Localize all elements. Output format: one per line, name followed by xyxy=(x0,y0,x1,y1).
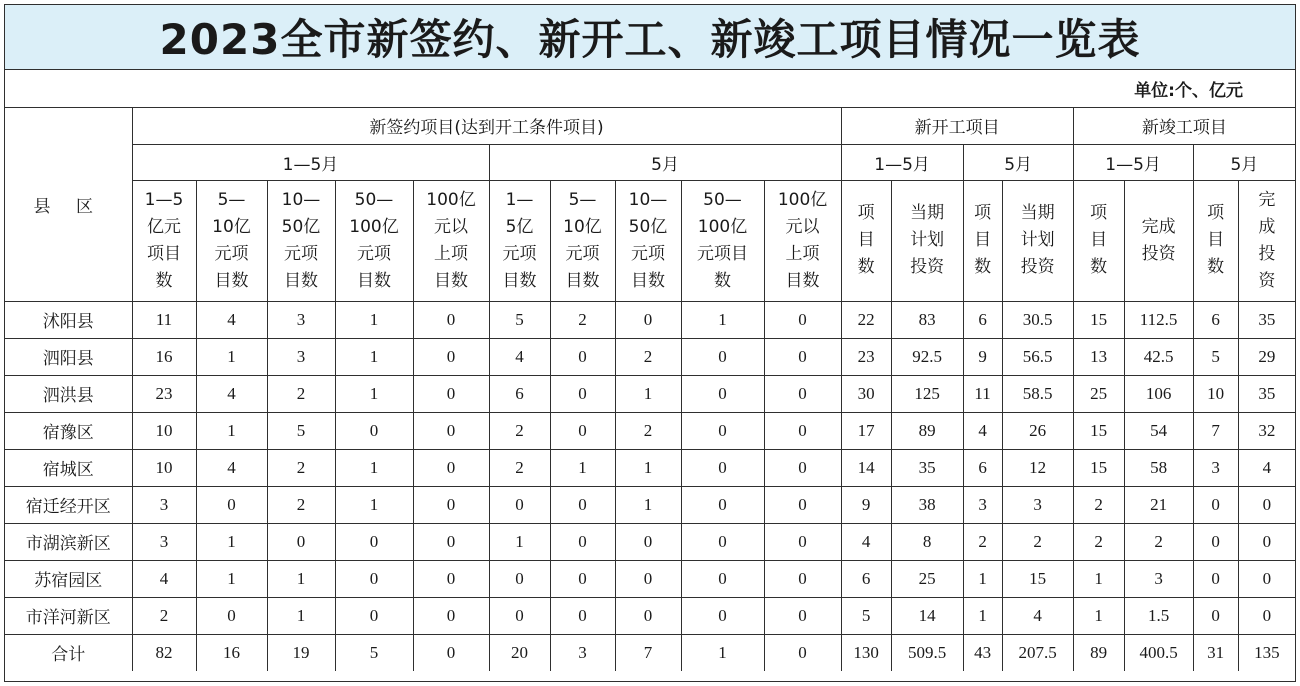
column-header: 100亿 元以 上项 目数 xyxy=(413,180,489,301)
column-header: 5— 10亿 元项 目数 xyxy=(550,180,615,301)
value-cell: 15 xyxy=(1073,412,1124,449)
column-header: 1— 5亿 元项 目数 xyxy=(489,180,550,301)
value-cell: 0 xyxy=(550,375,615,412)
column-header: 完 成 投 资 xyxy=(1238,180,1295,301)
value-cell: 0 xyxy=(764,523,841,560)
value-cell: 0 xyxy=(1193,560,1238,597)
value-cell: 4 xyxy=(1002,597,1073,634)
county-name-cell: 沭阳县 xyxy=(5,301,132,338)
value-cell: 2 xyxy=(963,523,1002,560)
value-cell: 106 xyxy=(1124,375,1193,412)
value-cell: 0 xyxy=(615,301,681,338)
column-header: 项 目 数 xyxy=(1193,180,1238,301)
value-cell: 0 xyxy=(413,449,489,486)
column-header: 100亿 元以 上项 目数 xyxy=(764,180,841,301)
value-cell: 15 xyxy=(1073,449,1124,486)
value-cell: 92.5 xyxy=(891,338,963,375)
value-cell: 0 xyxy=(615,560,681,597)
value-cell: 4 xyxy=(196,301,267,338)
value-cell: 135 xyxy=(1238,634,1295,671)
value-cell: 82 xyxy=(132,634,196,671)
value-cell: 30 xyxy=(841,375,891,412)
value-cell: 0 xyxy=(764,486,841,523)
value-cell: 125 xyxy=(891,375,963,412)
value-cell: 89 xyxy=(1073,634,1124,671)
column-header: 项 目 数 xyxy=(1073,180,1124,301)
county-name-cell: 市湖滨新区 xyxy=(5,523,132,560)
value-cell: 0 xyxy=(615,597,681,634)
value-cell: 5 xyxy=(489,301,550,338)
value-cell: 0 xyxy=(681,523,764,560)
header-row-columns xyxy=(5,180,1295,301)
value-cell: 3 xyxy=(132,486,196,523)
value-cell: 7 xyxy=(615,634,681,671)
value-cell: 0 xyxy=(413,486,489,523)
value-cell: 6 xyxy=(963,449,1002,486)
value-cell: 0 xyxy=(550,523,615,560)
county-name-cell: 宿迁经开区 xyxy=(5,486,132,523)
value-cell: 2 xyxy=(267,449,335,486)
table-row xyxy=(5,560,1295,597)
started-period-jan-may: 1—5月 xyxy=(841,144,963,180)
value-cell: 0 xyxy=(550,412,615,449)
value-cell: 0 xyxy=(196,486,267,523)
value-cell: 3 xyxy=(1124,560,1193,597)
value-cell: 0 xyxy=(413,338,489,375)
value-cell: 32 xyxy=(1238,412,1295,449)
value-cell: 5 xyxy=(335,634,413,671)
value-cell: 42.5 xyxy=(1124,338,1193,375)
value-cell: 14 xyxy=(841,449,891,486)
column-header: 50— 100亿 元项目 数 xyxy=(681,180,764,301)
value-cell: 4 xyxy=(963,412,1002,449)
value-cell: 509.5 xyxy=(891,634,963,671)
value-cell: 4 xyxy=(1238,449,1295,486)
value-cell: 5 xyxy=(1193,338,1238,375)
column-header: 完成 投资 xyxy=(1124,180,1193,301)
value-cell: 1 xyxy=(335,486,413,523)
value-cell: 6 xyxy=(963,301,1002,338)
value-cell: 1 xyxy=(615,449,681,486)
column-header: 10— 50亿 元项 目数 xyxy=(267,180,335,301)
value-cell: 0 xyxy=(1238,523,1295,560)
value-cell: 1 xyxy=(681,634,764,671)
value-cell: 0 xyxy=(764,375,841,412)
value-cell: 25 xyxy=(1073,375,1124,412)
value-cell: 56.5 xyxy=(1002,338,1073,375)
value-cell: 1 xyxy=(1073,560,1124,597)
county-header: 县 区 xyxy=(5,108,132,301)
value-cell: 0 xyxy=(550,486,615,523)
value-cell: 3 xyxy=(267,338,335,375)
value-cell: 1 xyxy=(550,449,615,486)
value-cell: 0 xyxy=(681,449,764,486)
value-cell: 0 xyxy=(335,560,413,597)
value-cell: 5 xyxy=(841,597,891,634)
value-cell: 0 xyxy=(764,560,841,597)
column-header: 当期 计划 投资 xyxy=(891,180,963,301)
value-cell: 38 xyxy=(891,486,963,523)
value-cell: 9 xyxy=(841,486,891,523)
value-cell: 1 xyxy=(963,597,1002,634)
value-cell: 0 xyxy=(335,523,413,560)
value-cell: 2 xyxy=(1124,523,1193,560)
value-cell: 17 xyxy=(841,412,891,449)
value-cell: 4 xyxy=(132,560,196,597)
value-cell: 0 xyxy=(413,412,489,449)
value-cell: 1 xyxy=(335,449,413,486)
value-cell: 0 xyxy=(413,375,489,412)
value-cell: 5 xyxy=(267,412,335,449)
value-cell: 2 xyxy=(489,412,550,449)
value-cell: 16 xyxy=(132,338,196,375)
value-cell: 0 xyxy=(1238,560,1295,597)
value-cell: 130 xyxy=(841,634,891,671)
value-cell: 2 xyxy=(267,375,335,412)
value-cell: 0 xyxy=(267,523,335,560)
value-cell: 31 xyxy=(1193,634,1238,671)
value-cell: 400.5 xyxy=(1124,634,1193,671)
county-name-cell: 泗阳县 xyxy=(5,338,132,375)
table-row xyxy=(5,449,1295,486)
value-cell: 0 xyxy=(196,597,267,634)
value-cell: 3 xyxy=(1002,486,1073,523)
value-cell: 0 xyxy=(335,597,413,634)
table-row xyxy=(5,375,1295,412)
signed-period-may: 5月 xyxy=(489,144,841,180)
value-cell: 1 xyxy=(615,486,681,523)
value-cell: 207.5 xyxy=(1002,634,1073,671)
value-cell: 4 xyxy=(196,449,267,486)
value-cell: 0 xyxy=(764,338,841,375)
value-cell: 8 xyxy=(891,523,963,560)
value-cell: 1 xyxy=(335,375,413,412)
value-cell: 0 xyxy=(681,560,764,597)
table-body xyxy=(5,301,1295,671)
table-row xyxy=(5,412,1295,449)
county-name-cell: 宿豫区 xyxy=(5,412,132,449)
value-cell: 1 xyxy=(267,560,335,597)
value-cell: 2 xyxy=(1073,523,1124,560)
completed-period-jan-may: 1—5月 xyxy=(1073,144,1193,180)
value-cell: 3 xyxy=(132,523,196,560)
value-cell: 11 xyxy=(132,301,196,338)
value-cell: 54 xyxy=(1124,412,1193,449)
value-cell: 89 xyxy=(891,412,963,449)
table-row xyxy=(5,338,1295,375)
signed-projects-header: 新签约项目(达到开工条件项目) xyxy=(132,108,841,144)
value-cell: 0 xyxy=(335,412,413,449)
unit-label-row xyxy=(5,70,1295,108)
value-cell: 0 xyxy=(681,338,764,375)
value-cell: 1 xyxy=(335,301,413,338)
value-cell: 0 xyxy=(550,338,615,375)
value-cell: 26 xyxy=(1002,412,1073,449)
value-cell: 0 xyxy=(489,597,550,634)
value-cell: 0 xyxy=(681,597,764,634)
value-cell: 2 xyxy=(1073,486,1124,523)
value-cell: 3 xyxy=(550,634,615,671)
value-cell: 58 xyxy=(1124,449,1193,486)
county-name-cell: 合计 xyxy=(5,634,132,671)
unit-label: 单位:个、亿元 xyxy=(1134,81,1243,101)
value-cell: 0 xyxy=(1238,486,1295,523)
value-cell: 2 xyxy=(615,412,681,449)
value-cell: 29 xyxy=(1238,338,1295,375)
column-header: 项 目 数 xyxy=(841,180,891,301)
value-cell: 112.5 xyxy=(1124,301,1193,338)
report-sheet xyxy=(4,4,1296,682)
value-cell: 3 xyxy=(1193,449,1238,486)
value-cell: 0 xyxy=(413,597,489,634)
value-cell: 0 xyxy=(764,412,841,449)
value-cell: 15 xyxy=(1002,560,1073,597)
value-cell: 35 xyxy=(891,449,963,486)
value-cell: 43 xyxy=(963,634,1002,671)
value-cell: 4 xyxy=(489,338,550,375)
value-cell: 35 xyxy=(1238,301,1295,338)
table-row xyxy=(5,523,1295,560)
value-cell: 0 xyxy=(1193,597,1238,634)
value-cell: 1 xyxy=(335,338,413,375)
value-cell: 2 xyxy=(489,449,550,486)
value-cell: 20 xyxy=(489,634,550,671)
value-cell: 0 xyxy=(681,412,764,449)
value-cell: 2 xyxy=(615,338,681,375)
value-cell: 0 xyxy=(489,486,550,523)
table-row xyxy=(5,486,1295,523)
value-cell: 1 xyxy=(489,523,550,560)
value-cell: 6 xyxy=(1193,301,1238,338)
value-cell: 10 xyxy=(1193,375,1238,412)
value-cell: 3 xyxy=(267,301,335,338)
value-cell: 0 xyxy=(1193,486,1238,523)
value-cell: 0 xyxy=(550,597,615,634)
value-cell: 15 xyxy=(1073,301,1124,338)
value-cell: 2 xyxy=(132,597,196,634)
value-cell: 83 xyxy=(891,301,963,338)
header-row-periods xyxy=(5,144,1295,180)
column-header: 当期 计划 投资 xyxy=(1002,180,1073,301)
value-cell: 6 xyxy=(489,375,550,412)
value-cell: 23 xyxy=(132,375,196,412)
value-cell: 16 xyxy=(196,634,267,671)
county-name-cell: 泗洪县 xyxy=(5,375,132,412)
value-cell: 1 xyxy=(963,560,1002,597)
table-row xyxy=(5,597,1295,634)
column-header: 5— 10亿 元项 目数 xyxy=(196,180,267,301)
column-header: 50— 100亿 元项 目数 xyxy=(335,180,413,301)
value-cell: 58.5 xyxy=(1002,375,1073,412)
value-cell: 10 xyxy=(132,449,196,486)
county-name-cell: 苏宿园区 xyxy=(5,560,132,597)
table-row xyxy=(5,301,1295,338)
value-cell: 2 xyxy=(550,301,615,338)
signed-period-jan-may: 1—5月 xyxy=(132,144,489,180)
value-cell: 0 xyxy=(413,301,489,338)
value-cell: 13 xyxy=(1073,338,1124,375)
value-cell: 21 xyxy=(1124,486,1193,523)
value-cell: 1 xyxy=(615,375,681,412)
value-cell: 1 xyxy=(196,338,267,375)
value-cell: 0 xyxy=(413,560,489,597)
value-cell: 1 xyxy=(681,301,764,338)
value-cell: 0 xyxy=(681,486,764,523)
county-name-cell: 宿城区 xyxy=(5,449,132,486)
report-title: 2023全市新签约、新开工、新竣工项目情况一览表 xyxy=(5,5,1295,70)
value-cell: 23 xyxy=(841,338,891,375)
table-row xyxy=(5,634,1295,671)
value-cell: 7 xyxy=(1193,412,1238,449)
value-cell: 30.5 xyxy=(1002,301,1073,338)
value-cell: 0 xyxy=(764,301,841,338)
value-cell: 25 xyxy=(891,560,963,597)
value-cell: 1.5 xyxy=(1124,597,1193,634)
value-cell: 1 xyxy=(267,597,335,634)
value-cell: 6 xyxy=(841,560,891,597)
value-cell: 14 xyxy=(891,597,963,634)
value-cell: 10 xyxy=(132,412,196,449)
value-cell: 3 xyxy=(963,486,1002,523)
value-cell: 0 xyxy=(550,560,615,597)
county-name-cell: 市洋河新区 xyxy=(5,597,132,634)
value-cell: 1 xyxy=(196,523,267,560)
value-cell: 0 xyxy=(615,523,681,560)
started-period-may: 5月 xyxy=(963,144,1073,180)
column-header: 1—5 亿元 项目 数 xyxy=(132,180,196,301)
value-cell: 35 xyxy=(1238,375,1295,412)
value-cell: 0 xyxy=(681,375,764,412)
started-projects-header: 新开工项目 xyxy=(841,108,1073,144)
value-cell: 0 xyxy=(764,449,841,486)
value-cell: 19 xyxy=(267,634,335,671)
completed-period-may: 5月 xyxy=(1193,144,1295,180)
value-cell: 0 xyxy=(413,523,489,560)
value-cell: 2 xyxy=(267,486,335,523)
value-cell: 4 xyxy=(841,523,891,560)
value-cell: 1 xyxy=(196,560,267,597)
project-summary-table xyxy=(5,108,1295,671)
value-cell: 1 xyxy=(1073,597,1124,634)
column-header: 项 目 数 xyxy=(963,180,1002,301)
value-cell: 0 xyxy=(764,634,841,671)
value-cell: 4 xyxy=(196,375,267,412)
value-cell: 9 xyxy=(963,338,1002,375)
column-header: 10— 50亿 元项 目数 xyxy=(615,180,681,301)
value-cell: 0 xyxy=(1193,523,1238,560)
header-row-groups xyxy=(5,108,1295,144)
value-cell: 11 xyxy=(963,375,1002,412)
value-cell: 0 xyxy=(1238,597,1295,634)
value-cell: 22 xyxy=(841,301,891,338)
value-cell: 0 xyxy=(489,560,550,597)
value-cell: 12 xyxy=(1002,449,1073,486)
value-cell: 0 xyxy=(764,597,841,634)
value-cell: 0 xyxy=(413,634,489,671)
completed-projects-header: 新竣工项目 xyxy=(1073,108,1295,144)
value-cell: 1 xyxy=(196,412,267,449)
value-cell: 2 xyxy=(1002,523,1073,560)
